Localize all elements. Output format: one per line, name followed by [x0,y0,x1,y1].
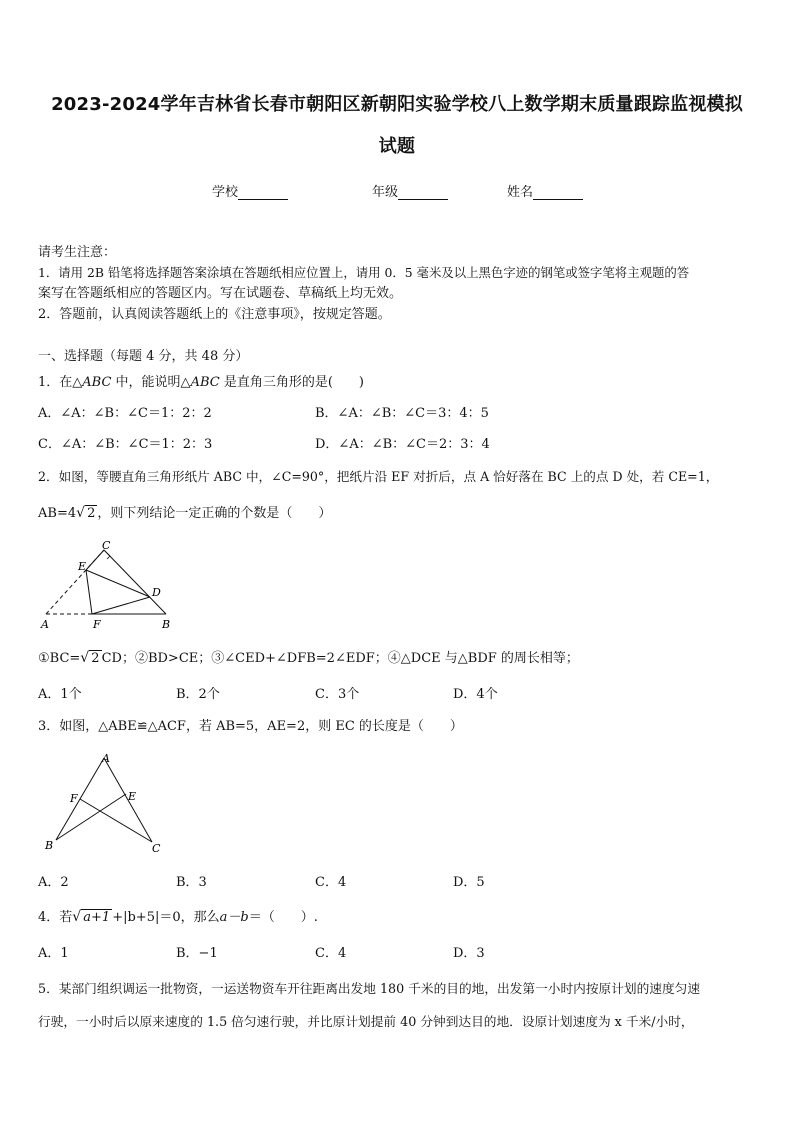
section-heading: 一、选择题（每题 4 分，共 48 分） [38,349,249,364]
grade-blank [398,185,448,200]
q4-expression: a－b [219,910,249,925]
q2-part: ，则下列结论一定正确的个数是（ ） [97,506,332,521]
label-b: B [45,839,54,852]
q1-option-c: C．∠A：∠B：∠C＝1：2：3 [38,437,213,452]
q4-part: +|b+5|＝0，那么 [112,910,220,925]
label-e: E [78,560,87,573]
label-e: E [128,790,137,803]
q2-radicand: 2 [91,651,100,666]
q2-radicand: 2 [87,506,96,521]
q4-option-c: C．4 [315,946,347,961]
grade-field [372,181,448,200]
q2-conclusions [38,650,579,668]
q4-part: 4．若 [38,910,73,925]
q2-conclusion-part: CD；②BD>CE；③∠CED+∠DFB=2∠EDF；④△DCE 与△BDF 的周长相等； [101,651,579,666]
notice-item-1: 1．请用 2B 铅笔将选择题答案涂填在答题纸相应位置上，请用 0．5 毫米及以上黑色字迹的钢笔或签字笔将主观题的答 [38,265,690,280]
q4-radicand: a+1 [83,910,111,925]
school-field [212,181,288,200]
notice-item-1-cont: 案写在答题纸相应的答题区内。写在试题卷、草稿纸上均无效。 [38,286,403,301]
q2-part: AB=4 [38,506,77,521]
q1-part: 是直角三角形的是( ) [219,375,364,390]
q3-option-d: D．5 [453,875,485,890]
question-5-stem-cont: 行驶，一小时后以原来速度的 1.5 倍匀速行驶，并比原计划提前 40 分钟到达目的地．设原计划速度为 x 千米/小时， [38,1014,694,1029]
question-1-stem [38,374,364,392]
grade-label: 年级 [372,185,399,200]
q4-option-a: A．1 [38,946,69,961]
q1-option-b: B．∠A：∠B：∠C＝3：4：5 [315,406,489,421]
q2-option-a: A．1个 [38,687,82,702]
notice-heading: 请考生注意： [38,245,117,260]
q3-option-c: C．4 [315,875,347,890]
school-blank [238,185,288,200]
segment-be [56,794,126,840]
q1-part: 1．在△ [38,375,83,390]
label-c: C [152,842,161,855]
label-c: C [102,540,111,552]
school-label: 学校 [212,185,239,200]
label-a: A [102,752,110,765]
segment-ed [86,570,150,597]
q1-option-a: A．∠A：∠B：∠C＝1：2：2 [38,406,212,421]
q2-conclusion-part: ①BC= [38,651,81,666]
label-a: A [41,618,49,631]
name-blank [533,185,583,200]
q2-figure [38,540,178,632]
q2-option-c: C．3个 [315,687,360,702]
q3-option-a: A．2 [38,875,69,890]
question-3-stem: 3．如图，△ABE≌△ACF，若 AB=5，AE=2，则 EC 的长度是（ ） [38,719,463,734]
notice-item-2: 2．答题前，认真阅读答题纸上的《注意事项》，按规定答题。 [38,307,391,322]
q3-option-b: B．3 [176,875,207,890]
segment-fd [92,597,150,614]
label-b: B [162,618,171,631]
page-title: 2023-2024学年吉林省长春市朝阳区新朝阳实验学校八上数学期末质量跟踪监视模拟 [51,94,743,115]
segment-cf [80,799,152,842]
label-d: D [152,586,161,599]
question-2-stem: 2．如图，等腰直角三角形纸片 ABC 中，∠C=90°，把纸片沿 EF 对折后，点 A 恰好落在 BC 上的点 D 处，若 CE=1， [38,469,719,484]
q1-triangle: ABC [190,375,220,390]
name-field [507,181,583,200]
question-5-stem: 5．某部门组织调运一批物资，一运送物资车开往距离出发地 180 千米的目的地，出发第一小时内按原计划的速度匀速 [38,981,701,996]
q4-option-b: B．−1 [176,946,218,961]
question-4-stem [38,909,318,927]
q4-part: ＝（ ）. [248,910,318,925]
page-title-continued: 试题 [378,136,416,157]
name-label: 姓名 [507,185,534,200]
q1-option-d: D．∠A：∠B：∠C＝2：3：4 [315,437,490,452]
sqrt-symbol [72,909,112,927]
right-angle-mark [107,553,110,559]
sqrt-symbol [76,505,97,523]
sqrt-symbol [80,650,101,668]
q2-option-d: D．4个 [453,687,498,702]
segment-ef [86,570,92,614]
label-f: F [93,618,101,631]
q4-option-d: D．3 [453,946,485,961]
q3-figure [40,752,170,856]
label-f: F [70,792,78,805]
q2-option-b: B．2个 [176,687,220,702]
q1-triangle: ABC [82,375,112,390]
segment-ce [86,550,104,570]
q1-part: 中，能说明△ [111,375,191,390]
question-2-stem-cont [38,505,331,523]
